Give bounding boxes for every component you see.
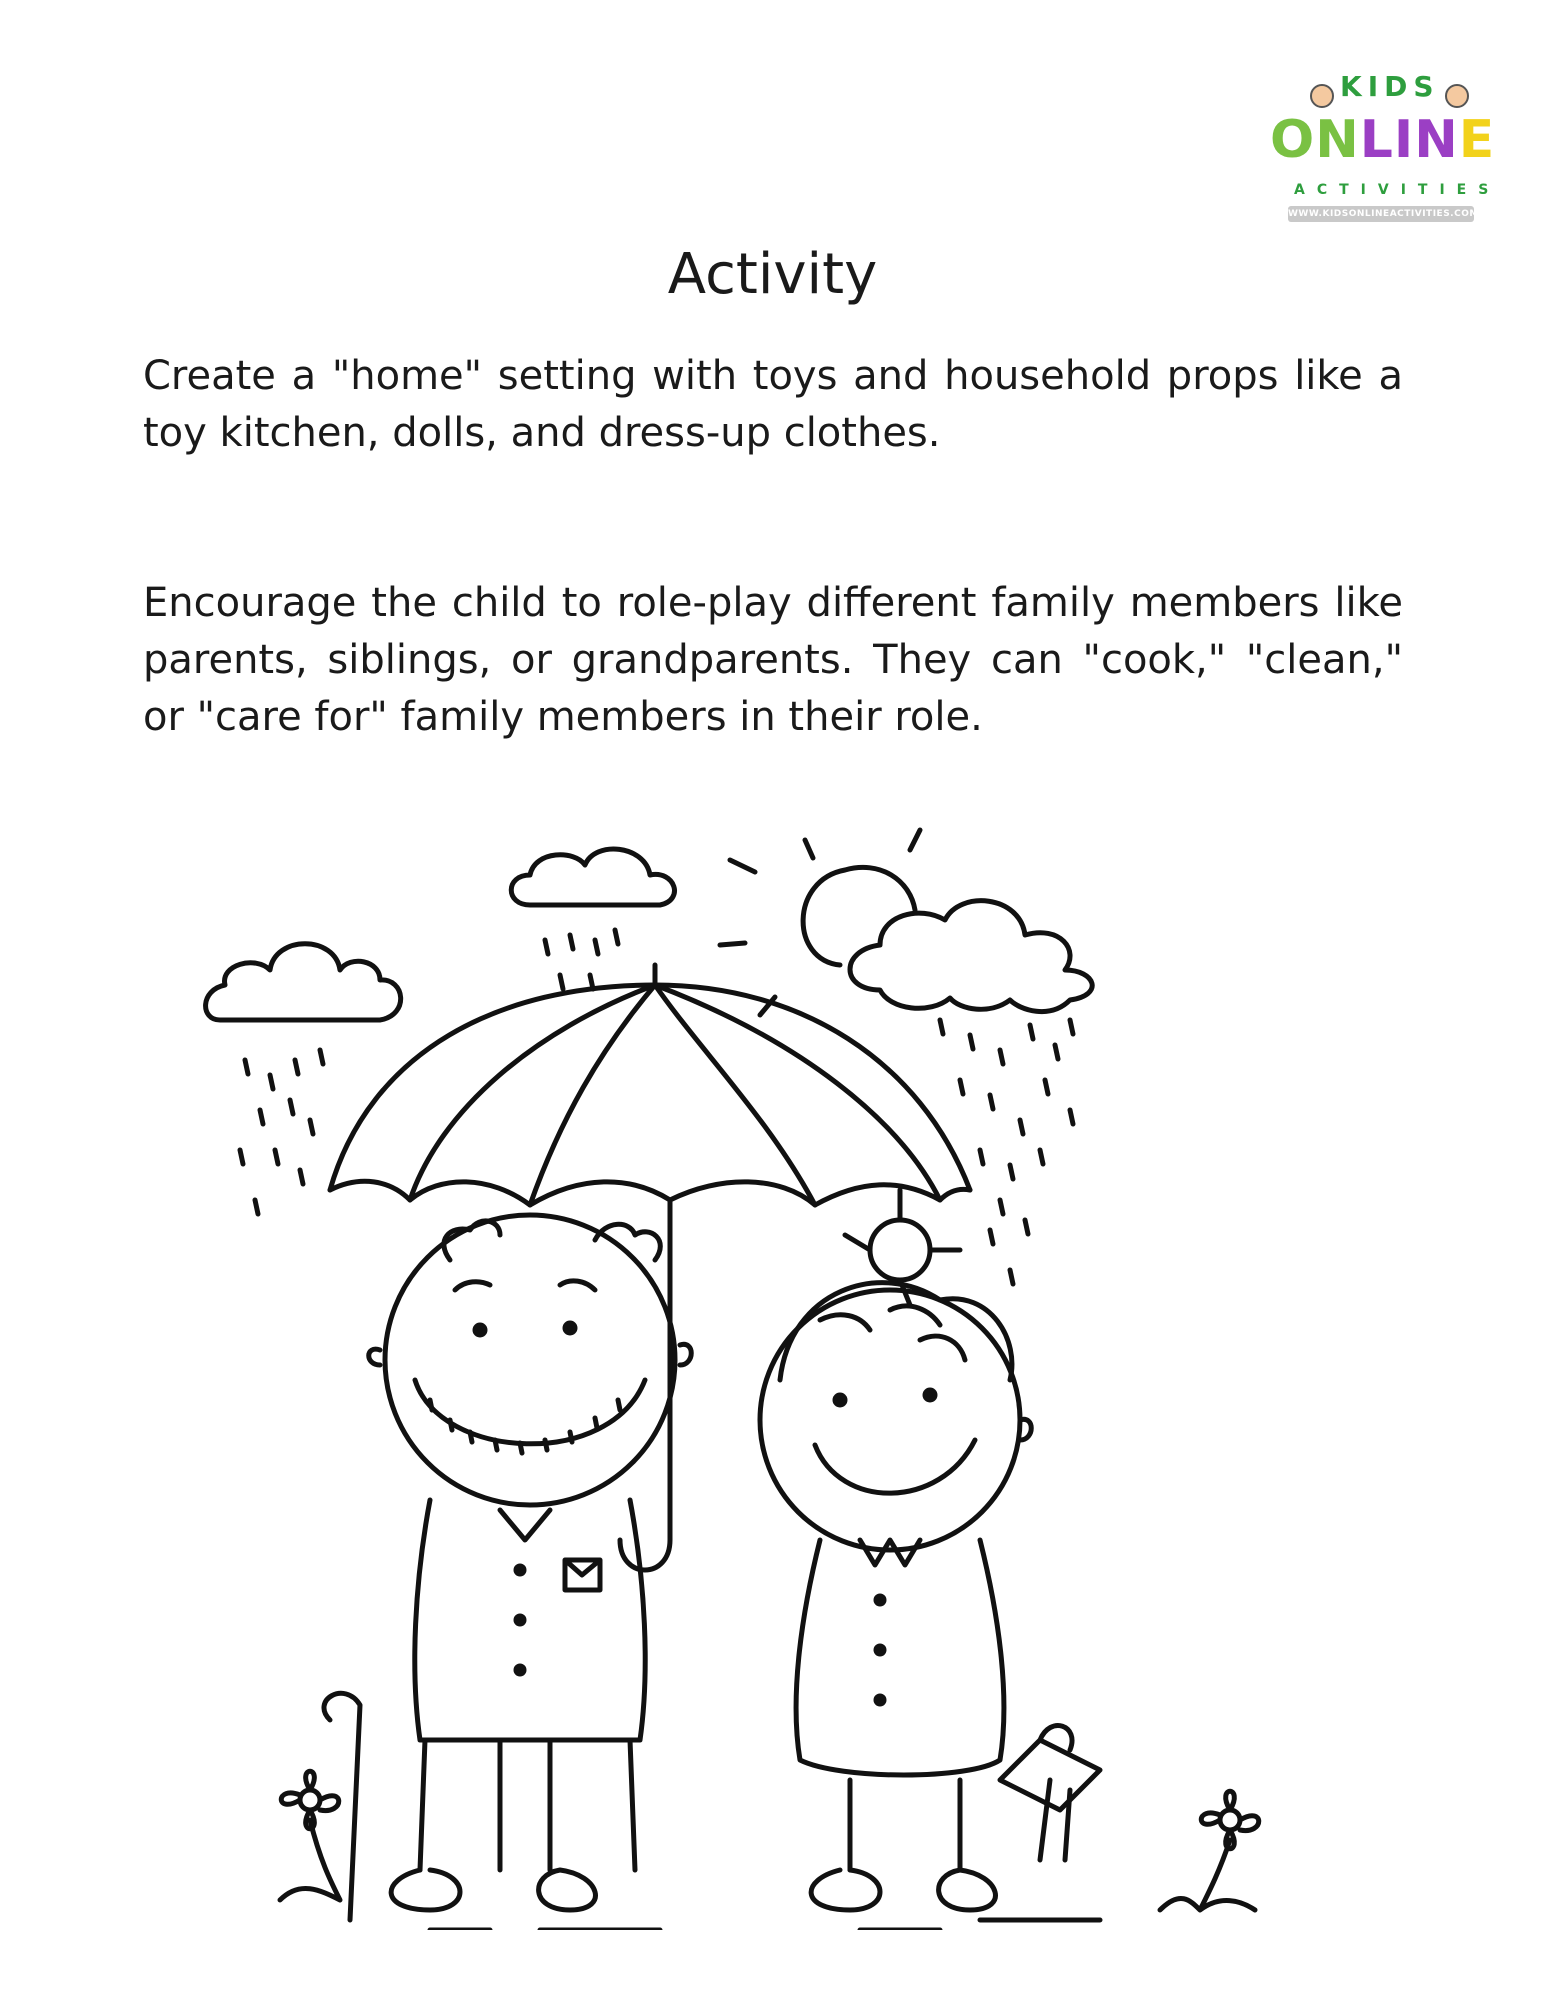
logo-url-text: WWW.KIDSONLINEACTIVITIES.COM: [1288, 206, 1474, 222]
flower-right-icon: [1160, 1791, 1259, 1910]
rain-cloud-left-icon: [206, 944, 401, 1214]
activity-paragraph-1: Create a "home" setting with toys and household props like a toy kitchen, dolls, and dress-up clothes.: [143, 353, 1403, 456]
flower-left-icon: [280, 1771, 340, 1900]
girl-face-icon: [1445, 84, 1469, 108]
rain-cloud-right-icon: [850, 901, 1092, 1284]
logo-online-part2: LIN: [1359, 110, 1459, 170]
logo-kids-text: KIDS: [1340, 70, 1440, 103]
boy-face-icon: [1310, 84, 1334, 108]
logo-online-part3: E: [1458, 110, 1496, 170]
ground-lines: [380, 1920, 1100, 1930]
logo-online-text: [1270, 112, 1495, 168]
logo-activities-text: ACTIVITIES: [1294, 182, 1501, 198]
page-title: Activity: [667, 242, 878, 307]
activity-paragraph-2: Encourage the child to role-play different family members like parents, siblings, or grandparents. They can "cook," "clean," or "care for" family members in their role.: [143, 580, 1403, 740]
logo-online-part1: ON: [1270, 110, 1360, 170]
kids-online-activities-logo: [1270, 70, 1501, 230]
rain-cloud-middle-icon: [511, 849, 674, 989]
grandparents-under-umbrella-illustration: [200, 820, 1310, 1930]
grandma-icon: [760, 1190, 1100, 1910]
